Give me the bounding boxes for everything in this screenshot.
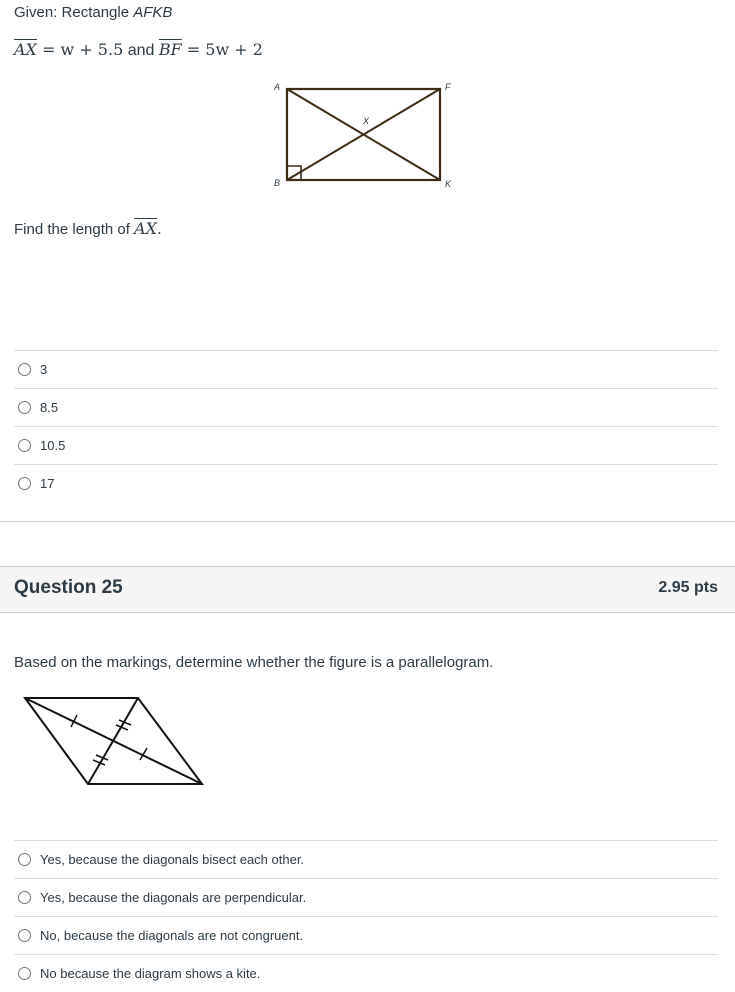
ax-expression: = w + 5.5	[36, 40, 124, 59]
question-header	[0, 566, 735, 613]
question-title: Question 25	[14, 577, 123, 598]
find-question	[14, 219, 162, 238]
answer-divider	[14, 464, 718, 465]
answer-text: Yes, because the diagonals are perpendicular.	[40, 889, 307, 905]
diagonal-short	[88, 698, 138, 784]
answer-option-3[interactable]	[18, 426, 65, 464]
question-separator	[0, 521, 735, 522]
radio-button[interactable]	[18, 891, 31, 904]
answer-text: No because the diagram shows a kite.	[40, 965, 261, 981]
rectangle-diagram	[0, 0, 735, 200]
find-suffix: .	[157, 220, 162, 238]
answer-divider	[14, 350, 718, 351]
answer-text: 17	[40, 475, 55, 491]
radio-button[interactable]	[18, 853, 31, 866]
answer-option-4[interactable]	[18, 464, 54, 502]
given-figure-name: AFKB	[133, 4, 173, 21]
label-x: X	[363, 116, 370, 126]
question-prompt: Based on the markings, determine whether the figure is a parallelogram.	[14, 654, 494, 671]
label-k: K	[445, 179, 452, 189]
radio-button[interactable]	[18, 401, 31, 414]
answer-option-2[interactable]	[18, 878, 306, 916]
segment-ax: $\overline{AX}$	[14, 40, 37, 59]
answer-option-1[interactable]	[18, 350, 47, 388]
tick-marks	[71, 715, 147, 765]
radio-button[interactable]	[18, 439, 31, 452]
question-points: 2.95 pts	[658, 579, 718, 596]
radio-button[interactable]	[18, 477, 31, 490]
answer-option-2[interactable]	[18, 388, 58, 426]
label-f: F	[445, 82, 451, 92]
given-prefix: Given: Rectangle	[14, 4, 134, 21]
bf-expression: = 5w + 2	[181, 40, 263, 59]
answer-text: 8.5	[40, 399, 59, 415]
answer-option-1[interactable]	[18, 840, 304, 878]
segment-bf: $\overline{BF}$	[158, 40, 182, 59]
label-b: B	[274, 178, 281, 188]
find-segment: $\overline{AX}$	[134, 219, 158, 238]
answer-divider	[14, 426, 718, 427]
answer-option-3[interactable]	[18, 916, 303, 954]
answer-divider	[14, 388, 718, 389]
radio-button[interactable]	[18, 967, 31, 980]
answer-text: 3	[40, 361, 48, 377]
answer-text: No, because the diagonals are not congruent.	[40, 927, 304, 943]
answer-option-4[interactable]	[18, 954, 260, 992]
label-a: A	[274, 82, 281, 92]
answer-text: 10.5	[40, 437, 66, 453]
and-word: and	[123, 42, 159, 59]
answer-text: Yes, because the diagonals bisect each other.	[40, 851, 305, 867]
radio-button[interactable]	[18, 929, 31, 942]
find-prefix: Find the length of	[14, 221, 135, 238]
radio-button[interactable]	[18, 363, 31, 376]
parallelogram-diagram	[0, 690, 240, 795]
